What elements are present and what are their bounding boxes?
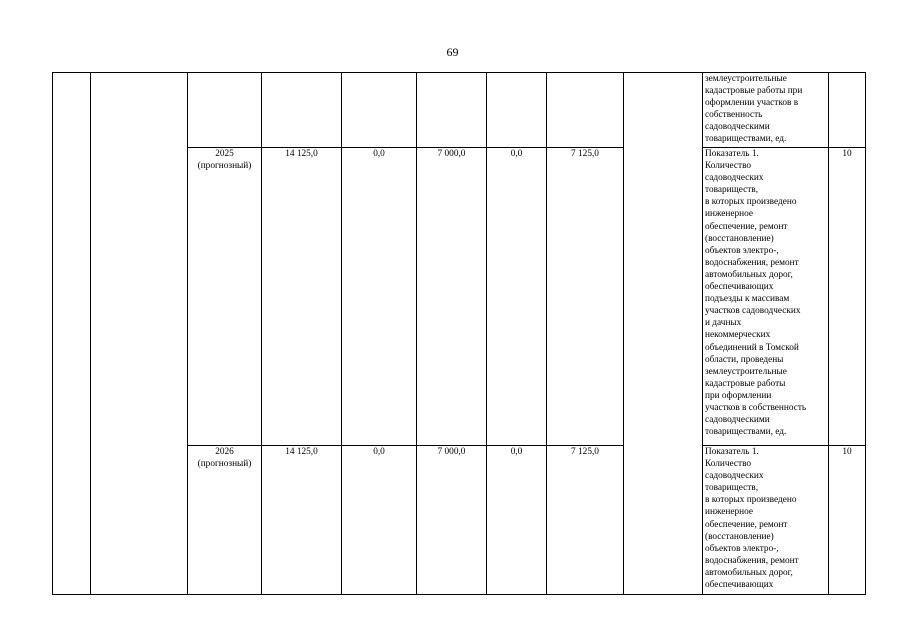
- indicator-line: водоснабжения, ремонт: [705, 555, 799, 566]
- indicator-line: землеустроительные: [705, 366, 787, 377]
- indicator-line: землеустроительные: [705, 74, 787, 84]
- indicator-line: Количество: [705, 161, 752, 172]
- indicator-line: обеспечивающих: [705, 580, 774, 591]
- year-cell: [188, 446, 262, 595]
- indicator-line: некоммерческих: [705, 330, 771, 341]
- regional-cell: 7 000,0: [417, 148, 487, 446]
- indicator-line: садоводческих: [705, 173, 764, 184]
- indicator-line: и дачных: [705, 318, 742, 329]
- indicator-line: автомобильных дорог,: [705, 567, 793, 578]
- indicator-line: товариществ,: [705, 185, 759, 196]
- indicator-cell: [703, 73, 829, 148]
- extra-budget-cell: 7 125,0: [547, 446, 624, 595]
- indicator-line: (восстановление): [705, 233, 774, 244]
- regional-cell: [417, 73, 487, 148]
- local-cell: [487, 73, 547, 148]
- table-row: [53, 73, 866, 148]
- indicator-line: объектов электро-,: [705, 543, 779, 554]
- indicator-line: области, проведены: [705, 354, 784, 365]
- indicator-line: собственность: [705, 110, 763, 121]
- indicator-value-cell: 10: [829, 148, 866, 446]
- indicator-line: автомобильных дорог,: [705, 269, 793, 280]
- local-cell: 0,0: [487, 446, 547, 595]
- indicator-line: (восстановление): [705, 531, 774, 542]
- indicator-line: товариществ,: [705, 483, 759, 494]
- indicator-line: кадастровые работы при: [705, 86, 803, 97]
- year: 2026: [215, 447, 234, 457]
- indicator-line: Показатель 1.: [705, 149, 759, 159]
- indicator-line: обеспечение, ремонт: [705, 221, 788, 232]
- indicator-line: оформлении участков в: [705, 98, 799, 109]
- indicator-line: при оформлении: [705, 390, 772, 401]
- total-cell: 14 125,0: [262, 148, 342, 446]
- year-note: (прогнозный): [197, 459, 252, 470]
- federal-cell: 0,0: [342, 446, 417, 595]
- indicator-line: Показатель 1.: [705, 447, 759, 457]
- total-cell: 14 125,0: [262, 446, 342, 595]
- indicator-line: товариществами, ед.: [705, 427, 787, 438]
- measure-name-cell: [91, 73, 188, 595]
- year-cell: [188, 73, 262, 148]
- indicator-line: инженерное: [705, 507, 753, 518]
- total-cell: [262, 73, 342, 148]
- executor-cell: [624, 73, 703, 595]
- indicator-line: кадастровые работы: [705, 378, 786, 389]
- indicator-line: участков в собственность: [705, 402, 807, 413]
- budget-table: [52, 72, 866, 595]
- indicator-line: обеспечивающих: [705, 282, 774, 293]
- indicator-line: товариществами, ед.: [705, 134, 787, 145]
- indicator-cell: [703, 148, 829, 446]
- indicator-line: садоводческими: [705, 415, 770, 426]
- indicator-line: садоводческими: [705, 122, 770, 133]
- indicator-line: водоснабжения, ремонт: [705, 257, 799, 268]
- indicator-line: в которых произведено: [705, 495, 797, 506]
- indicator-line: в которых произведено: [705, 197, 797, 208]
- extra-budget-cell: [547, 73, 624, 148]
- number-cell: [53, 73, 91, 595]
- indicator-line: садоводческих: [705, 471, 764, 482]
- indicator-line: инженерное: [705, 209, 753, 220]
- indicator-line: подъезды к массивам: [705, 294, 790, 305]
- year: 2025: [215, 149, 234, 159]
- indicator-line: участков садоводческих: [705, 306, 801, 317]
- indicator-line: объединений в Томской: [705, 342, 799, 353]
- indicator-line: обеспечение, ремонт: [705, 519, 788, 530]
- indicator-value-cell: [829, 73, 866, 148]
- indicator-value-cell: 10: [829, 446, 866, 595]
- indicator-line: Количество: [705, 459, 752, 470]
- extra-budget-cell: 7 125,0: [547, 148, 624, 446]
- page-number: 69: [446, 45, 459, 59]
- regional-cell: 7 000,0: [417, 446, 487, 595]
- federal-cell: [342, 73, 417, 148]
- local-cell: 0,0: [487, 148, 547, 446]
- year-cell: [188, 148, 262, 446]
- year-note: (прогнозный): [197, 161, 252, 172]
- indicator-cell: [703, 446, 829, 595]
- indicator-line: объектов электро-,: [705, 245, 779, 256]
- federal-cell: 0,0: [342, 148, 417, 446]
